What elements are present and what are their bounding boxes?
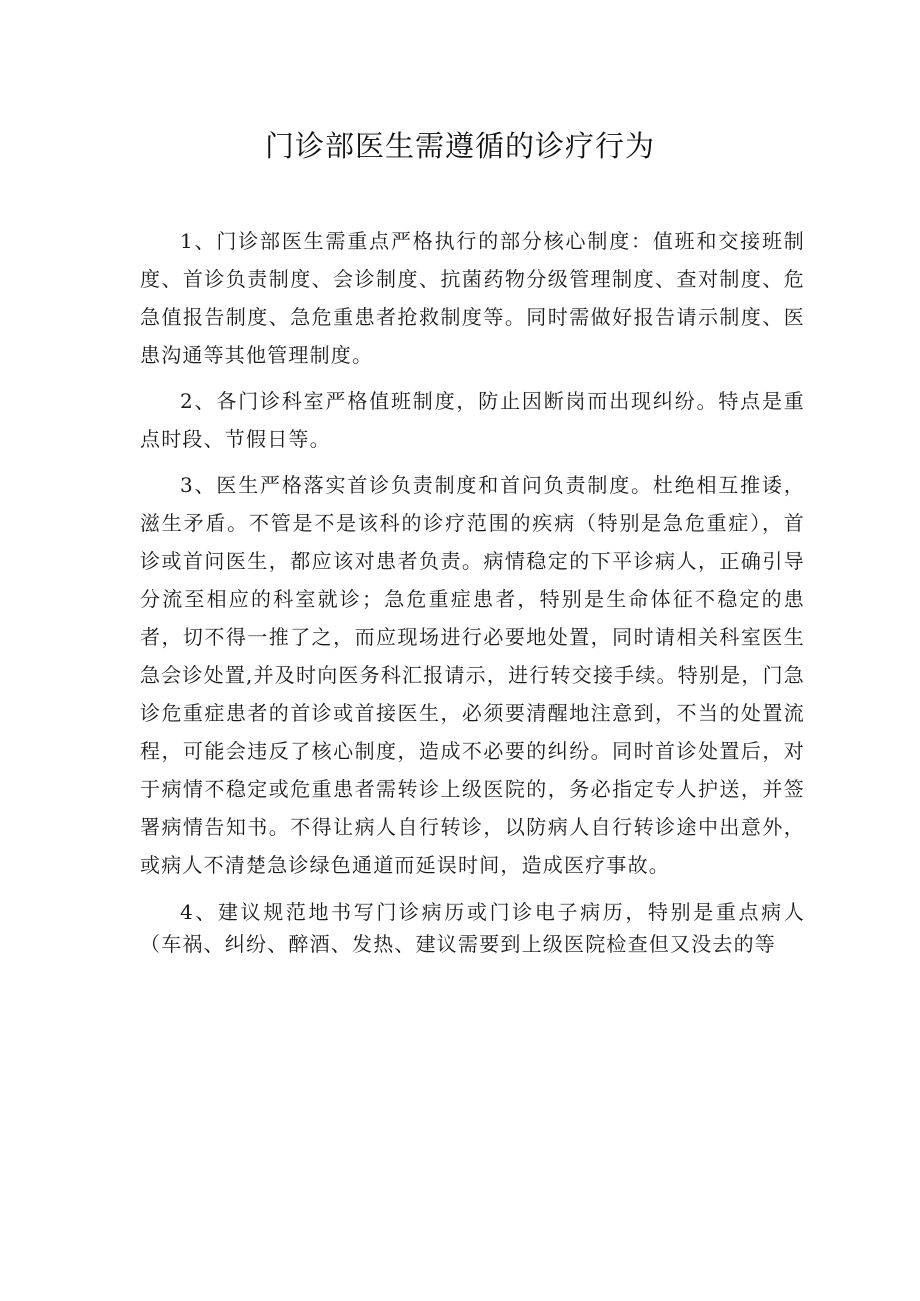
paragraph-duty-system: 2、各门诊科室严格值班制度，防止因断岗而出现纠纷。特点是重点时段、节假日等。 xyxy=(140,389,805,451)
paragraph-core-systems: 1、门诊部医生需重点严格执行的部分核心制度：值班和交接班制度、首诊负责制度、会诊制度、抗菌药物分级管理制度、查对制度、危急值报告制度、急危重患者抢救制度等。同时需做好报告请示制度、医患沟通等其他管理制度。 xyxy=(140,229,805,367)
document-body xyxy=(140,222,805,968)
paragraph-medical-records: 4、建议规范地书写门诊病历或门诊电子病历，特别是重点病人（车祸、纠纷、醉酒、发热、建议需要到上级医院检查但又没去的等 xyxy=(140,900,805,956)
document-title: 门诊部医生需遵循的诊疗行为 xyxy=(264,129,655,163)
paragraph-first-visit-responsibility: 3、医生严格落实首诊负责制度和首问负责制度。杜绝相互推诿，滋生矛盾。不管是不是该科的诊疗范围的疾病（特别是急危重症），首诊或首问医生，都应该对患者负责。病情稳定的下平诊病人，正确引导分流至相应的科室就诊；急危重症患者，特别是生命体征不稳定的患者，切不得一推了之，而应现场进行必要地处置，同时请相关科室医生急会诊处置,并及时向医务科汇报请示，进行转交接手续。特别是，门急诊危重症患者的首诊或首接医生，必须要清醒地注意到，不当的处置流程，可能会违反了核心制度，造成不必要的纠纷。同时首诊处置后，对于病情不稳定或危重患者需转诊上级医院的，务必指定专人护送，并签署病情告知书。不得让病人自行转诊，以防病人自行转诊途中出意外，或病人不清楚急诊绿色通道而延误时间，造成医疗事故。 xyxy=(140,473,805,877)
